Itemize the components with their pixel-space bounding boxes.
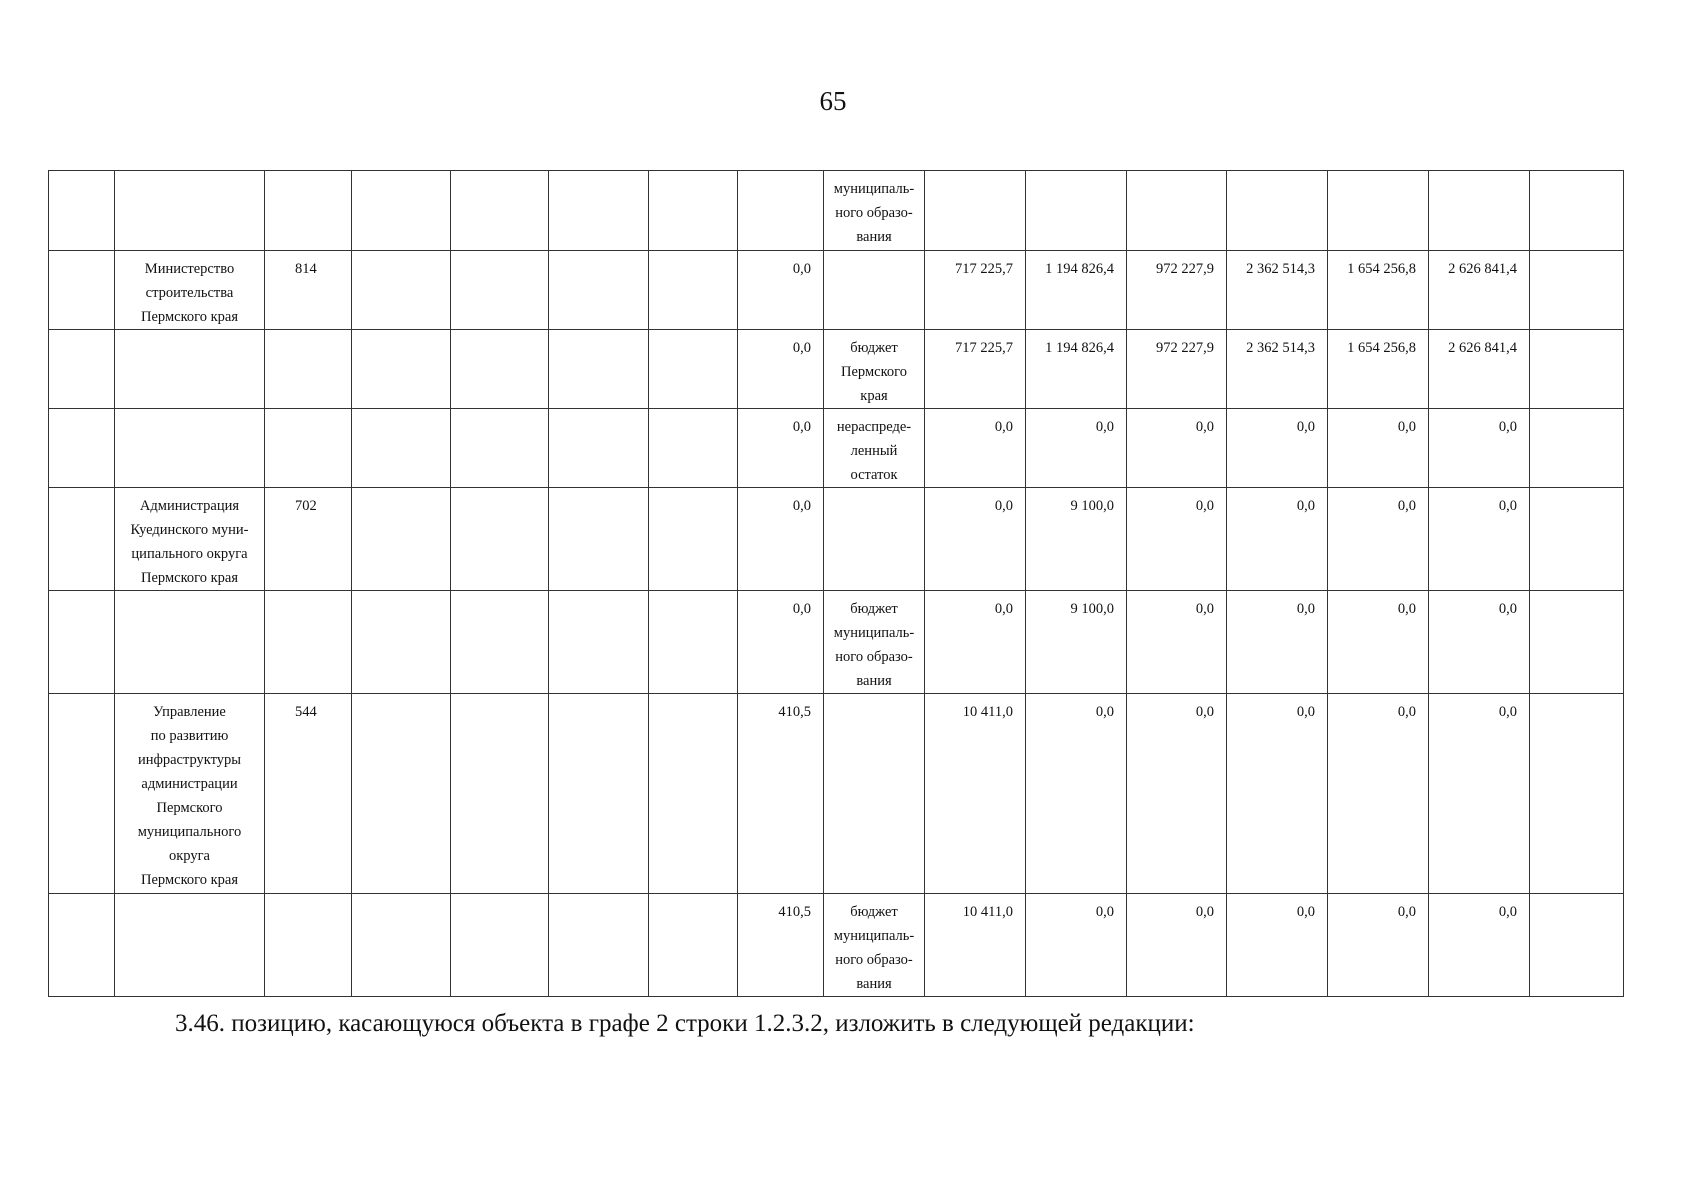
value-cell-3-text: 0,0	[1195, 419, 1214, 435]
value-cell-5-text: 0,0	[1397, 498, 1416, 514]
value-cell-4	[1227, 171, 1328, 251]
value-cell-4	[1227, 409, 1328, 488]
value-cell-6-text: 0,0	[1498, 419, 1517, 435]
source-cell-text	[827, 694, 921, 700]
row-number-cell	[49, 171, 115, 251]
code-cell-text: 814	[295, 261, 317, 277]
value-cell-2	[1026, 330, 1127, 409]
empty-cell	[451, 894, 549, 997]
org-cell-text	[118, 330, 261, 336]
value-cell-1-text: 717 225,7	[955, 261, 1013, 277]
code-cell-text: 702	[295, 498, 317, 514]
source-cell-text: нераспреде- ленный остаток	[836, 419, 912, 483]
value-cell-4	[1227, 330, 1328, 409]
amount-start-cell-text: 0,0	[792, 601, 811, 617]
value-cell-1	[925, 488, 1026, 591]
value-cell-1	[925, 591, 1026, 694]
code-cell	[265, 591, 352, 694]
org-cell-text	[118, 409, 261, 415]
source-cell	[824, 694, 925, 894]
source-cell	[824, 330, 925, 409]
empty-cell	[451, 251, 549, 330]
amount-start-cell	[738, 591, 824, 694]
value-cell-1-text	[928, 171, 1013, 177]
amount-start-cell	[738, 409, 824, 488]
code-cell-text	[295, 409, 348, 415]
empty-cell	[1530, 171, 1624, 251]
value-cell-3-text	[1130, 171, 1214, 177]
value-cell-4-text: 0,0	[1296, 704, 1315, 720]
table-row	[49, 694, 1624, 894]
org-cell-text: Управление по развитию инфраструктуры администрации Пермского муниципального округа Пермского края	[137, 704, 242, 888]
value-cell-4-text: 2 362 514,3	[1246, 261, 1315, 277]
empty-cell	[352, 488, 451, 591]
instruction-text: 3.46. позицию, касающуюся объекта в графе 2 строки 1.2.3.2, изложить в следующей редакции:	[175, 1010, 1195, 1037]
value-cell-1-text: 717 225,7	[955, 340, 1013, 356]
empty-cell	[1530, 694, 1624, 894]
page-number: 65	[819, 86, 847, 116]
value-cell-5-text: 0,0	[1397, 904, 1416, 920]
value-cell-3-text: 0,0	[1195, 904, 1214, 920]
value-cell-5	[1328, 694, 1429, 894]
table-row	[49, 171, 1624, 251]
value-cell-2	[1026, 171, 1127, 251]
value-cell-4	[1227, 694, 1328, 894]
amount-start-cell-text: 410,5	[778, 904, 811, 920]
value-cell-4-text: 0,0	[1296, 498, 1315, 514]
value-cell-1	[925, 894, 1026, 997]
empty-cell	[352, 591, 451, 694]
value-cell-3-text: 972 227,9	[1156, 261, 1214, 277]
value-cell-5	[1328, 409, 1429, 488]
code-cell-text	[295, 330, 348, 336]
value-cell-6	[1429, 694, 1530, 894]
source-cell	[824, 488, 925, 591]
value-cell-2	[1026, 591, 1127, 694]
source-cell-text	[827, 488, 921, 494]
source-cell-text: бюджет Пермского края	[841, 340, 907, 404]
empty-cell	[1530, 330, 1624, 409]
value-cell-4-text: 0,0	[1296, 419, 1315, 435]
empty-cell	[549, 694, 649, 894]
value-cell-2	[1026, 488, 1127, 591]
code-cell	[265, 330, 352, 409]
table-row	[49, 894, 1624, 997]
value-cell-2-text: 9 100,0	[1070, 498, 1114, 514]
value-cell-1-text: 0,0	[994, 601, 1013, 617]
empty-cell	[451, 171, 549, 251]
amount-start-cell-text: 0,0	[792, 261, 811, 277]
empty-cell	[1530, 251, 1624, 330]
empty-cell	[649, 251, 738, 330]
value-cell-6	[1429, 488, 1530, 591]
source-cell-text: бюджет муниципаль- ного образо- вания	[833, 904, 915, 992]
value-cell-3-text: 972 227,9	[1156, 340, 1214, 356]
table-row	[49, 251, 1624, 330]
value-cell-1	[925, 694, 1026, 894]
code-cell-text	[295, 591, 348, 597]
value-cell-2	[1026, 409, 1127, 488]
value-cell-6-text: 0,0	[1498, 904, 1517, 920]
amount-start-cell-text	[741, 171, 811, 177]
value-cell-4	[1227, 591, 1328, 694]
row-number-cell	[49, 694, 115, 894]
value-cell-6-text: 0,0	[1498, 498, 1517, 514]
value-cell-6-text: 2 626 841,4	[1448, 261, 1517, 277]
value-cell-4	[1227, 894, 1328, 997]
org-cell	[115, 894, 265, 997]
value-cell-6	[1429, 591, 1530, 694]
empty-cell	[549, 409, 649, 488]
empty-cell	[549, 488, 649, 591]
empty-cell	[451, 330, 549, 409]
org-cell	[115, 251, 265, 330]
value-cell-1-text: 10 411,0	[962, 704, 1013, 720]
code-cell-text	[295, 171, 348, 177]
empty-cell	[451, 591, 549, 694]
value-cell-1	[925, 330, 1026, 409]
amount-start-cell	[738, 171, 824, 251]
org-cell-text	[118, 591, 261, 597]
code-cell	[265, 171, 352, 251]
code-cell	[265, 488, 352, 591]
source-cell	[824, 591, 925, 694]
source-cell-text: муниципаль- ного образо- вания	[833, 181, 915, 245]
empty-cell	[352, 251, 451, 330]
value-cell-5	[1328, 171, 1429, 251]
value-cell-5	[1328, 330, 1429, 409]
value-cell-5-text: 1 654 256,8	[1347, 340, 1416, 356]
amount-start-cell	[738, 894, 824, 997]
value-cell-5	[1328, 251, 1429, 330]
amount-start-cell	[738, 488, 824, 591]
table-row	[49, 330, 1624, 409]
value-cell-3	[1127, 591, 1227, 694]
org-cell	[115, 591, 265, 694]
empty-cell	[649, 591, 738, 694]
empty-cell	[1530, 591, 1624, 694]
value-cell-2-text	[1029, 171, 1114, 177]
row-number-cell	[49, 409, 115, 488]
code-cell	[265, 409, 352, 488]
table-row	[49, 488, 1624, 591]
row-number-cell	[49, 894, 115, 997]
org-cell-text: Министерство строительства Пермского края	[141, 261, 238, 325]
value-cell-1	[925, 251, 1026, 330]
value-cell-5-text: 1 654 256,8	[1347, 261, 1416, 277]
empty-cell	[451, 409, 549, 488]
empty-cell	[649, 330, 738, 409]
empty-cell	[1530, 488, 1624, 591]
value-cell-1-text: 0,0	[994, 498, 1013, 514]
value-cell-3	[1127, 171, 1227, 251]
value-cell-4	[1227, 488, 1328, 591]
amount-start-cell-text: 410,5	[778, 704, 811, 720]
value-cell-3	[1127, 409, 1227, 488]
value-cell-4	[1227, 251, 1328, 330]
code-cell-text	[295, 894, 348, 900]
value-cell-5-text: 0,0	[1397, 704, 1416, 720]
source-cell	[824, 894, 925, 997]
value-cell-2	[1026, 894, 1127, 997]
empty-cell	[352, 409, 451, 488]
source-cell-text: бюджет муниципаль- ного образо- вания	[833, 601, 915, 689]
amount-start-cell-text: 0,0	[792, 340, 811, 356]
value-cell-3	[1127, 251, 1227, 330]
empty-cell	[451, 694, 549, 894]
code-cell	[265, 694, 352, 894]
value-cell-2-text: 9 100,0	[1070, 601, 1114, 617]
value-cell-4-text: 0,0	[1296, 904, 1315, 920]
empty-cell	[649, 171, 738, 251]
value-cell-6	[1429, 251, 1530, 330]
value-cell-6-text: 0,0	[1498, 601, 1517, 617]
row-number-cell	[49, 330, 115, 409]
empty-cell	[1530, 409, 1624, 488]
code-cell	[265, 251, 352, 330]
empty-cell	[649, 894, 738, 997]
row-number-cell	[49, 251, 115, 330]
value-cell-5	[1328, 488, 1429, 591]
empty-cell	[352, 330, 451, 409]
value-cell-5-text: 0,0	[1397, 601, 1416, 617]
empty-cell	[649, 488, 738, 591]
value-cell-2-text: 0,0	[1095, 704, 1114, 720]
value-cell-4-text: 2 362 514,3	[1246, 340, 1315, 356]
row-number-cell	[49, 488, 115, 591]
value-cell-4-text: 0,0	[1296, 601, 1315, 617]
empty-cell	[352, 894, 451, 997]
value-cell-4-text	[1230, 171, 1315, 177]
value-cell-6	[1429, 171, 1530, 251]
source-cell	[824, 409, 925, 488]
table-row	[49, 409, 1624, 488]
empty-cell	[549, 591, 649, 694]
amount-start-cell	[738, 694, 824, 894]
empty-cell	[549, 251, 649, 330]
value-cell-1-text: 0,0	[994, 419, 1013, 435]
amount-start-cell-text: 0,0	[792, 419, 811, 435]
value-cell-3	[1127, 330, 1227, 409]
empty-cell	[352, 171, 451, 251]
org-cell	[115, 488, 265, 591]
empty-cell	[649, 694, 738, 894]
empty-cell	[1530, 894, 1624, 997]
value-cell-6-text: 0,0	[1498, 704, 1517, 720]
table-row	[49, 591, 1624, 694]
code-cell	[265, 894, 352, 997]
code-cell-text: 544	[295, 704, 317, 720]
source-cell	[824, 171, 925, 251]
value-cell-6	[1429, 409, 1530, 488]
source-cell	[824, 251, 925, 330]
value-cell-3-text: 0,0	[1195, 498, 1214, 514]
value-cell-2-text: 1 194 826,4	[1045, 261, 1114, 277]
org-cell-text	[118, 171, 261, 177]
value-cell-2-text: 1 194 826,4	[1045, 340, 1114, 356]
value-cell-3-text: 0,0	[1195, 704, 1214, 720]
value-cell-5	[1328, 591, 1429, 694]
row-number-cell	[49, 591, 115, 694]
source-cell-text	[827, 251, 921, 257]
value-cell-5-text	[1331, 171, 1416, 177]
value-cell-6	[1429, 330, 1530, 409]
budget-table	[48, 170, 1624, 997]
org-cell	[115, 171, 265, 251]
empty-cell	[352, 694, 451, 894]
value-cell-3	[1127, 488, 1227, 591]
empty-cell	[649, 409, 738, 488]
amount-start-cell	[738, 330, 824, 409]
value-cell-3	[1127, 894, 1227, 997]
value-cell-2	[1026, 694, 1127, 894]
value-cell-6	[1429, 894, 1530, 997]
org-cell	[115, 330, 265, 409]
empty-cell	[549, 894, 649, 997]
org-cell	[115, 694, 265, 894]
amount-start-cell-text: 0,0	[792, 498, 811, 514]
empty-cell	[451, 488, 549, 591]
value-cell-2	[1026, 251, 1127, 330]
org-cell-text	[118, 894, 261, 900]
value-cell-6-text	[1432, 171, 1517, 177]
value-cell-1	[925, 171, 1026, 251]
value-cell-1-text: 10 411,0	[962, 904, 1013, 920]
amount-start-cell	[738, 251, 824, 330]
value-cell-6-text: 2 626 841,4	[1448, 340, 1517, 356]
org-cell	[115, 409, 265, 488]
value-cell-1	[925, 409, 1026, 488]
value-cell-3	[1127, 694, 1227, 894]
value-cell-2-text: 0,0	[1095, 419, 1114, 435]
value-cell-3-text: 0,0	[1195, 601, 1214, 617]
value-cell-2-text: 0,0	[1095, 904, 1114, 920]
value-cell-5-text: 0,0	[1397, 419, 1416, 435]
empty-cell	[549, 330, 649, 409]
empty-cell	[549, 171, 649, 251]
org-cell-text: Администрация Куединского муни- ципального округа Пермского края	[130, 498, 249, 586]
value-cell-5	[1328, 894, 1429, 997]
